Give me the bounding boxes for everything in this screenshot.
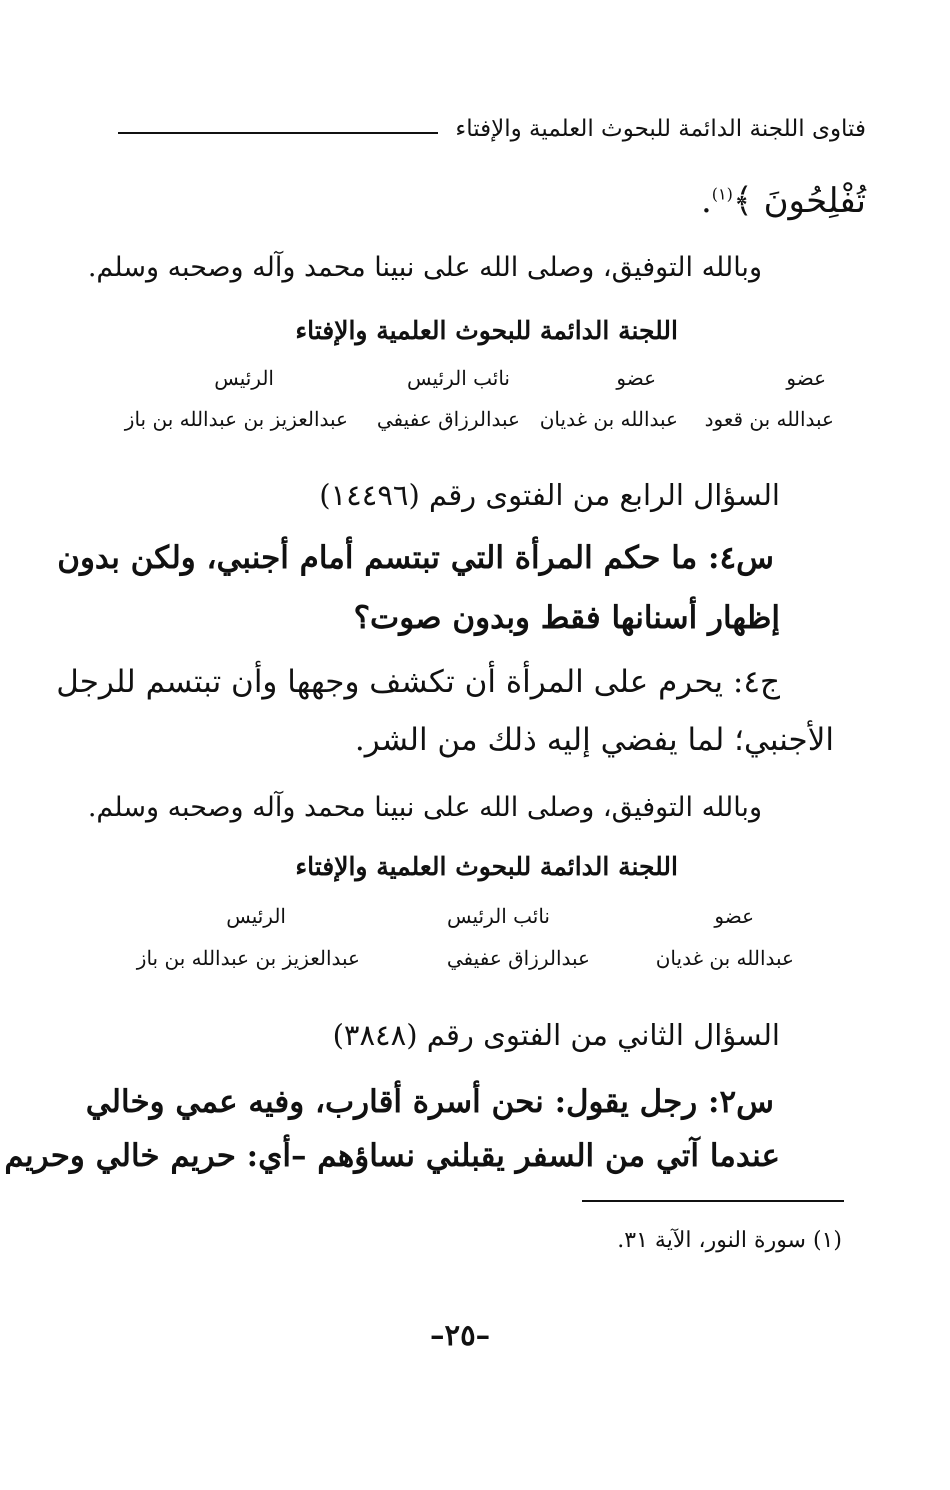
answer-text: الأجنبي؛ لما يفضي إليه ذلك من الشر. [354, 722, 834, 758]
question-reference: السؤال الثاني من الفتوى رقم (٣٨٤٨) [332, 1018, 780, 1052]
header-rule [118, 132, 438, 134]
committee-name: اللجنة الدائمة للبحوث العلمية والإفتاء [295, 852, 678, 881]
signatory-role: عضو [616, 366, 656, 390]
signatory-role: عضو [786, 366, 826, 390]
signatory-name: عبدالله بن قعود [704, 407, 834, 431]
question-text: س٢: رجل يقول: نحن أسرة أقارب، وفيه عمي وخالي [85, 1084, 774, 1120]
verse-text: تُفْلِحُونَ ﴾ [732, 181, 866, 221]
closing-prayer: وبالله التوفيق، وصلى الله على نبينا محمد وآله وصحبه وسلم. [87, 252, 762, 283]
committee-name: اللجنة الدائمة للبحوث العلمية والإفتاء [295, 316, 678, 345]
verse-period: . [700, 181, 712, 221]
question-text: عندما آتي من السفر يقبلني نساؤهم –أي: حريم خالي وحريم [4, 1138, 780, 1174]
footnote-rule [582, 1200, 844, 1202]
closing-prayer: وبالله التوفيق، وصلى الله على نبينا محمد وآله وصحبه وسلم. [87, 792, 762, 823]
signatory-role: نائب الرئيس [406, 366, 510, 390]
signatory-name: عبدالله بن غديان [539, 407, 678, 431]
running-header: فتاوى اللجنة الدائمة للبحوث العلمية والإفتاء [455, 116, 866, 142]
signatory-name: عبدالله بن غديان [655, 946, 794, 970]
signatory-role: الرئيس [214, 366, 274, 390]
verse-ending [701, 180, 866, 221]
signatory-name: عبدالرزاق عفيفي [376, 407, 520, 431]
footnote: (١) سورة النور، الآية ٣١. [617, 1228, 842, 1253]
answer-text: ج٤: يحرم على المرأة أن تكشف وجهها وأن تبتسم للرجل [56, 664, 780, 700]
signatory-name: عبدالعزيز بن عبدالله بن باز [136, 946, 360, 970]
signatory-role: الرئيس [226, 904, 286, 928]
page-number: –٢٥– [430, 1318, 491, 1352]
question-text: س٤: ما حكم المرأة التي تبتسم أمام أجنبي، ولكن بدون [57, 540, 774, 576]
footnote-marker: (١) [711, 184, 733, 204]
question-reference: السؤال الرابع من الفتوى رقم (١٤٤٩٦) [319, 478, 780, 512]
signatory-name: عبدالرزاق عفيفي [446, 946, 590, 970]
signatory-name: عبدالعزيز بن عبدالله بن باز [124, 407, 348, 431]
question-text: إظهار أسنانها فقط وبدون صوت؟ [353, 600, 780, 636]
signatory-role: نائب الرئيس [446, 904, 550, 928]
signatory-role: عضو [714, 904, 754, 928]
